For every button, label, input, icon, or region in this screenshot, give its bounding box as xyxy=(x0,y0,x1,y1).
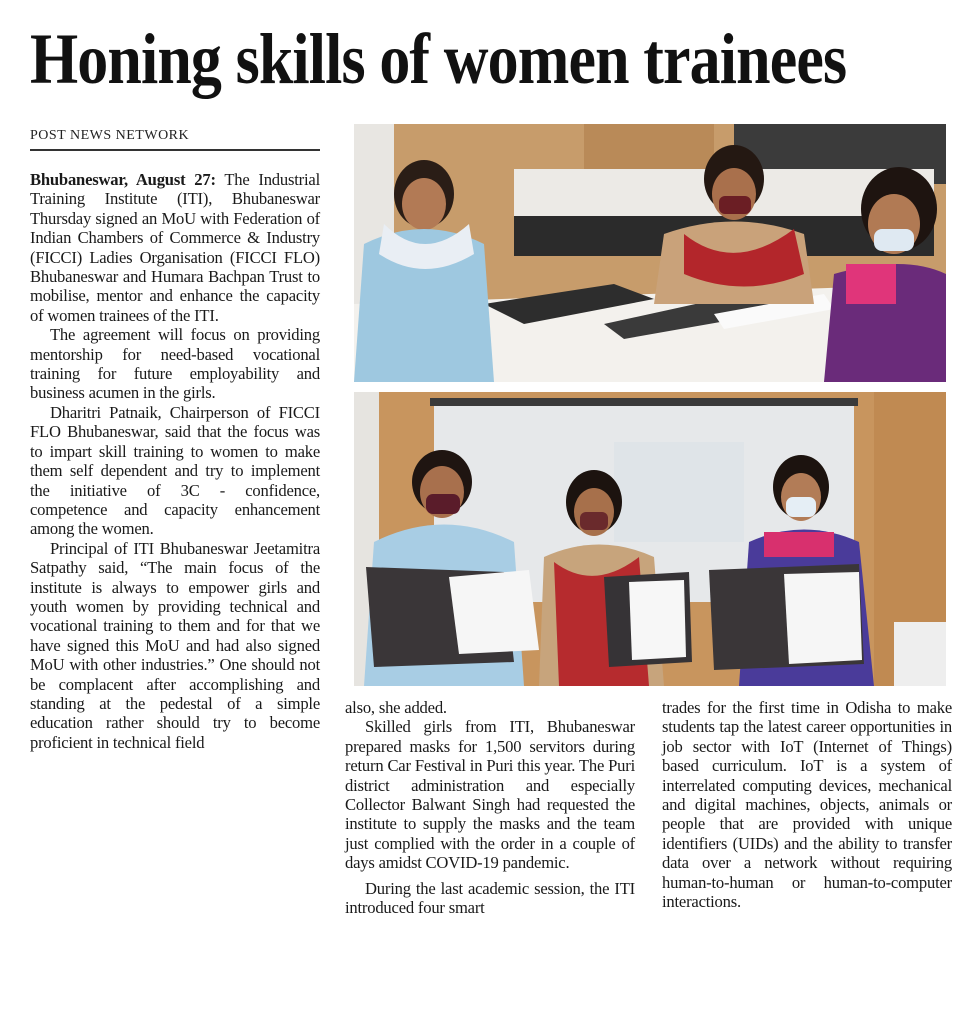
photo-mou-exchange xyxy=(354,392,946,686)
paragraph-6: Skilled girls from ITI, Bhubaneswar prepared masks for 1,500 servitors during return Car Festival in Puri this year. The Puri district administration and especially Collector Balwant Singh had requested the institute to supply the masks and the team just complied with the order in a couple of days amidst COVID-19 pandemic. xyxy=(345,717,635,873)
paragraph-7: During the last academic session, the ITI introduced four smart xyxy=(345,878,635,918)
article-column-3 xyxy=(662,698,952,911)
paragraph-2: The agreement will focus on providing mentorship for need-based vocational training for future employability and business acumen in the girls. xyxy=(30,325,320,403)
byline: POST NEWS NETWORK xyxy=(30,128,320,151)
paragraph-3: Dharitri Patnaik, Chairperson of FICCI FLO Bhubaneswar, said that the focus was to impart skill training to women to make them self dependent and try to implement the initiative of 3C - confidence, competence and capacity enhancement among the women. xyxy=(30,402,320,539)
photo-mou-exchange-graphic xyxy=(354,392,946,686)
paragraph-lead xyxy=(30,170,320,325)
photo-mou-signing xyxy=(354,124,946,382)
paragraph-4: Principal of ITI Bhubaneswar Jeetamitra Satpathy said, “The main focus of the institute is always to empower girls and youth women by providing technical and vocational training to them and for that we have signed this MoU and had also signed MoU with other industries.” One should not be complacent after accomplishing and standing at the pedestal of a simple education rather should try to become proficient in technical field xyxy=(30,538,320,752)
photo-mou-signing-graphic xyxy=(354,124,946,382)
paragraph-5: also, she added. xyxy=(345,698,447,717)
article-column-1 xyxy=(30,170,320,752)
paragraph-8: trades for the first time in Odisha to make students tap the latest career opportunities in job sector with IoT (Internet of Things) based curriculum. IoT is a system of interrelated computing devices, mechanical and digital machines, objects, animals or people that are provided with unique identifiers (UIDs) and the ability to transfer data over a network without requiring human-to-human or human-to-computer interactions. xyxy=(662,698,952,912)
dateline: Bhubaneswar, August 27: xyxy=(30,170,216,189)
article-column-2 xyxy=(345,698,635,917)
paragraph-1-text: The Industrial Training Institute (ITI), Bhubaneswar Thursday signed an MoU with Federation of Indian Chambers of Commerce & Industry (FICCI) Ladies Organisation (FICCI FLO) Bhubaneswar and Humara Bachpan Trust to mobilise, mentor and enhance the capacity of women trainees of the ITI. xyxy=(30,170,320,325)
headline: Honing skills of women trainees xyxy=(30,19,847,99)
